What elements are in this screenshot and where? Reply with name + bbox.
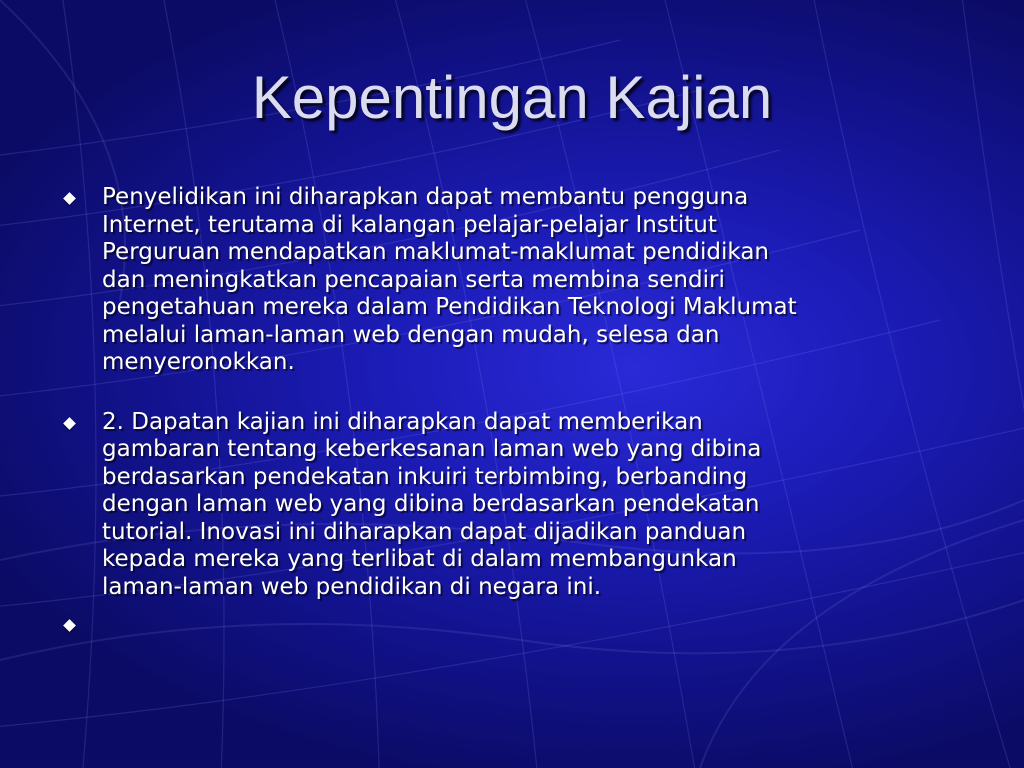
bullet-text: Penyelidikan ini diharapkan dapat membantu pengguna Internet, terutama di kalangan pelajar-pelajar Institut Perguruan mendapatkan maklumat-maklumat pendidikan dan meningkatkan pencapaian serta membina sendiri pengetahuan mereka dalam Pendidikan Teknologi Maklumat melalui laman-laman web dengan mudah, selesa dan menyeronokkan. xyxy=(102,184,797,375)
bullet-item-empty xyxy=(60,611,980,638)
bullet-item xyxy=(60,409,980,602)
diamond-bullet-icon xyxy=(63,619,76,632)
bullet-text: 2. Dapatan kajian ini diharapkan dapat memberikan gambaran tentang keberkesanan laman web yang dibina berdasarkan pendekatan inkuiri terbimbing, berbanding dengan laman web yang dibina berdasarkan pendekatan tutorial. Inovasi ini diharapkan dapat dijadikan panduan kepada mereka yang terlibat di dalam membangunkan laman-laman web pendidikan di negara ini. xyxy=(102,408,762,600)
bullet-item xyxy=(60,184,980,377)
diamond-bullet-icon xyxy=(63,417,76,430)
bullet-list xyxy=(60,184,980,670)
slide-title: Kepentingan Kajian xyxy=(251,64,773,131)
diamond-bullet-icon xyxy=(63,192,76,205)
